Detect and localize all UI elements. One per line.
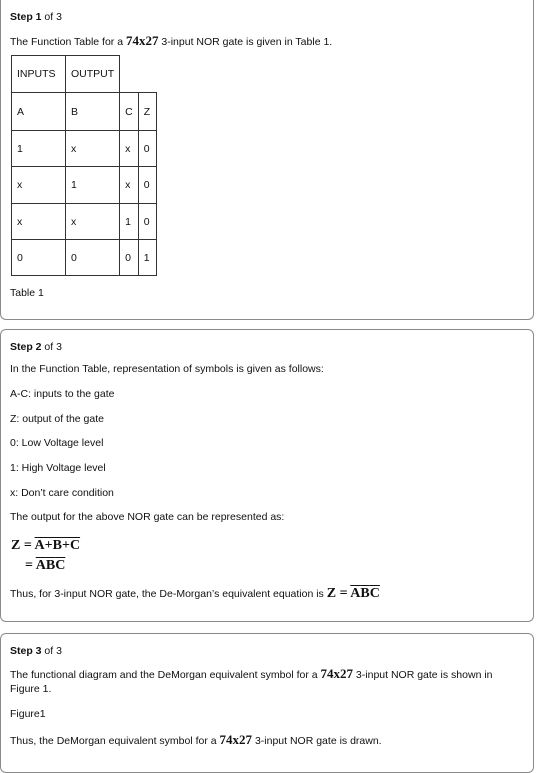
step-2-intro: In the Function Table, representation of symbols is given as follows: <box>10 363 324 375</box>
cell: x <box>66 131 120 167</box>
cell: 0 <box>138 204 156 240</box>
figure-label: Figure1 <box>10 708 46 720</box>
cell: 1 <box>66 167 120 204</box>
cell: x <box>120 167 139 204</box>
conclusion-lhs: Z = <box>326 586 351 601</box>
term-c: $\overline{C}$ <box>55 558 66 573</box>
step-1-of: of 3 <box>41 11 62 23</box>
expansion-eq: = <box>25 558 36 573</box>
step-3-heading <box>10 645 62 657</box>
column-b: B <box>66 93 120 131</box>
symbol-item: x: Don’t care condition <box>10 487 114 499</box>
cell: 1 <box>12 131 66 167</box>
term-b: $\overline{B}$ <box>45 558 56 573</box>
cell: 0 <box>12 240 66 276</box>
symbol-item: A-C: inputs to the gate <box>10 388 115 400</box>
symbol-item: Z: output of the gate <box>10 413 104 425</box>
table-row <box>12 167 157 204</box>
line-2-suffix: 3-input NOR gate is drawn. <box>252 735 382 747</box>
output-statement: The output for the above NOR gate can be represented as: <box>10 511 285 523</box>
table-header-row <box>12 56 157 93</box>
cell: 0 <box>66 240 120 276</box>
step-2-card <box>0 329 534 622</box>
cell: 0 <box>120 240 139 276</box>
table-column-row <box>12 93 157 131</box>
intro-prefix: The Function Table for a <box>10 36 126 48</box>
conclusion-text: Thus, for 3-input NOR gate, the De-Morgan’s equivalent equation is <box>10 588 327 600</box>
term-b: $\overline{B}$ <box>360 586 370 601</box>
step-3-of: of 3 <box>41 645 62 657</box>
step-2-heading <box>10 341 62 353</box>
step-1-label: Step 1 <box>10 11 42 23</box>
step-3-line-2 <box>10 732 382 748</box>
column-c: C <box>120 93 139 131</box>
step-1-heading <box>10 11 62 23</box>
step-3-label: Step 3 <box>10 645 42 657</box>
line-2-prefix: Thus, the DeMorgan equivalent symbol for a <box>10 735 220 747</box>
column-z: Z <box>138 93 156 131</box>
chip-part-number: 74x27 <box>125 33 159 48</box>
term-a: $\overline{A}$ <box>350 586 361 601</box>
step-1-card <box>0 0 534 320</box>
cell: 0 <box>138 167 156 204</box>
table-row <box>12 240 157 276</box>
demorgan-expansion <box>25 558 65 574</box>
symbol-item: 0: Low Voltage level <box>10 437 104 449</box>
step-3-line-1-cont: Figure 1. <box>10 683 52 695</box>
chip-part-number: 74x27 <box>219 732 253 747</box>
cell: x <box>12 167 66 204</box>
equation-lhs: Z = <box>11 538 35 553</box>
step-2-of: of 3 <box>41 341 62 353</box>
conclusion-equation <box>327 586 380 601</box>
header-inputs: INPUTS <box>12 56 66 93</box>
function-table <box>11 55 157 276</box>
table-row <box>12 131 157 167</box>
equation-rhs: A+B+C <box>34 538 81 553</box>
line-1-suffix: 3-input NOR gate is shown in <box>353 669 493 681</box>
chip-part-number: 74x27 <box>320 666 354 681</box>
cell: 1 <box>120 204 139 240</box>
line-1-prefix: The functional diagram and the DeMorgan equivalent symbol for a <box>10 669 321 681</box>
cell: x <box>12 204 66 240</box>
term-a: $\overline{A}$ <box>35 558 46 573</box>
step-2-label: Step 2 <box>10 341 42 353</box>
term-c: $\overline{C}$ <box>369 586 380 601</box>
cell: x <box>120 131 139 167</box>
intro-suffix: 3-input NOR gate is given in Table 1. <box>158 36 333 48</box>
cell: 0 <box>138 131 156 167</box>
step-3-line-1 <box>10 666 493 682</box>
step-3-card <box>0 633 534 773</box>
table-row <box>12 204 157 240</box>
symbol-item: 1: High Voltage level <box>10 462 106 474</box>
header-output: OUTPUT <box>66 56 120 93</box>
column-a: A <box>12 93 66 131</box>
cell: x <box>66 204 120 240</box>
nor-equation <box>11 538 80 554</box>
conclusion-line <box>10 586 380 602</box>
table-caption: Table 1 <box>10 287 44 299</box>
step-1-intro <box>10 33 332 49</box>
cell: 1 <box>138 240 156 276</box>
